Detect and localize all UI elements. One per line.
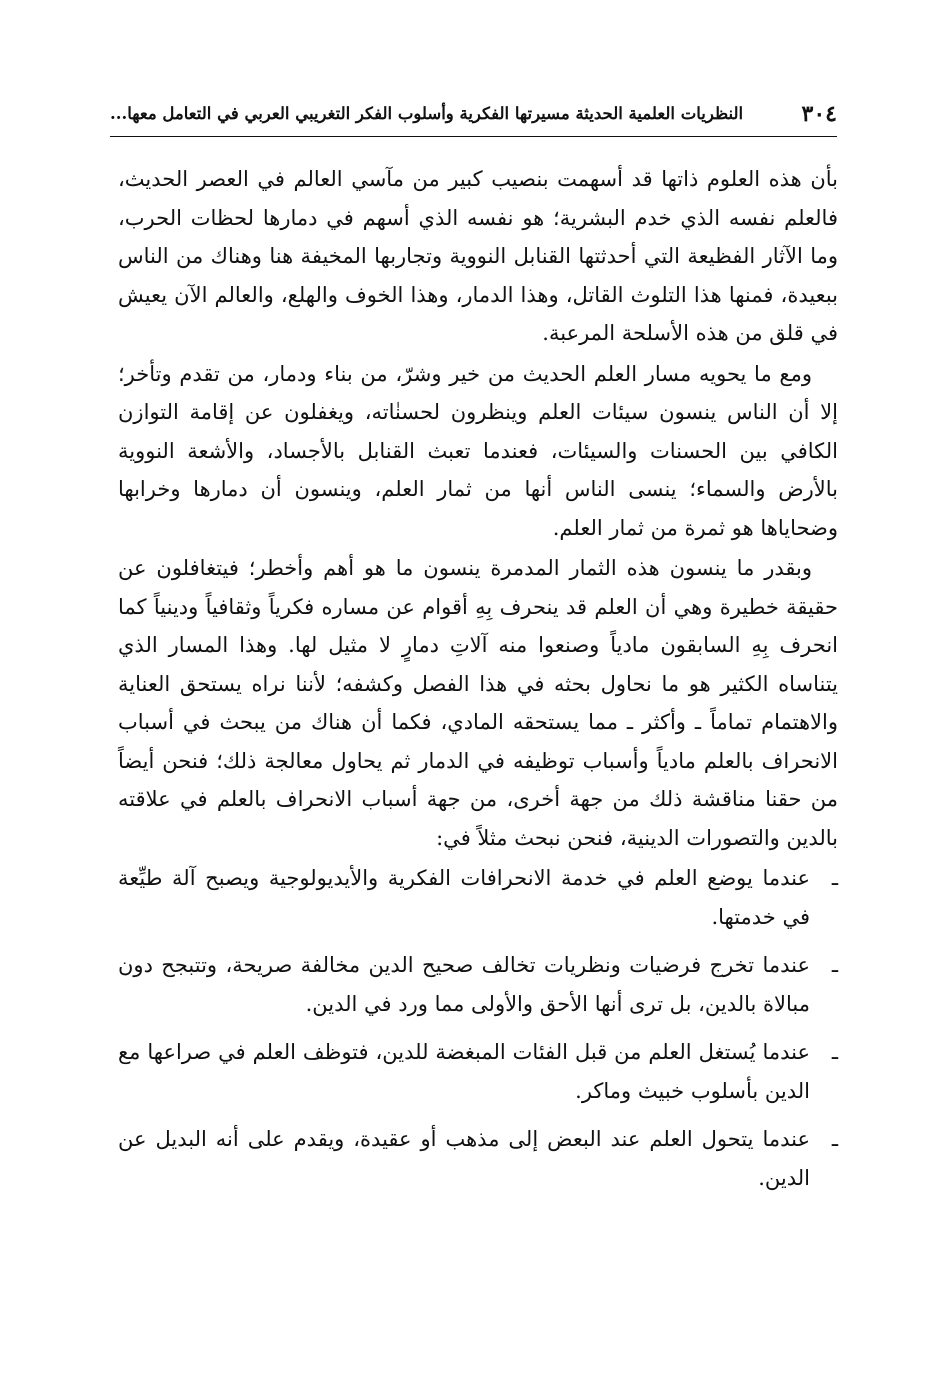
page-header (110, 92, 837, 132)
list-item-text: عندما يوضع العلم في خدمة الانحرافات الفكرية والأيديولوجية ويصبح آلة طيِّعة في خدمتها. (118, 866, 810, 929)
bullet-list (118, 859, 838, 1197)
list-item-text: عندما يُستغل العلم من قبل الفئات المبغضة للدين، فتوظف العلم في صراعها مع الدين بأسلوب خبيث وماكر. (118, 1040, 810, 1103)
list-item-text: عندما يتحول العلم عند البعض إلى مذهب أو عقيدة، ويقدم على أنه البديل عن الدين. (118, 1127, 810, 1190)
bullet-marker: ـ (831, 953, 838, 977)
header-divider (110, 136, 837, 137)
page-body (118, 160, 838, 1207)
list-item (118, 1120, 838, 1197)
bullet-marker: ـ (831, 1127, 838, 1151)
bullet-marker: ـ (831, 866, 838, 890)
running-title: النظريات العلمية الحديثة مسيرتها الفكرية وأسلوب الفكر التغريبي العربي في التعامل معها... (110, 104, 744, 123)
paragraph-3: وبقدر ما ينسون هذه الثمار المدمرة ينسون ما هو أهم وأخطر؛ فيتغافلون عن حقيقة خطيرة وهي أن العلم قد ينحرف بِهِ أقوام عن مساره فكرياً وثقافياً ودينياً كما انحرف بِهِ السابقون مادياً وصنعوا منه آلاتِ دمارٍ لا مثيل لها. وهذا المسار الذي يتناساه الكثير هو ما نحاول بحثه في هذا الفصل وكشفه؛ لأننا نراه يستحق العناية والاهتمام تماماً ـ وأكثر ـ مما يستحقه المادي، فكما أن هناك من يبحث في أسباب الانحراف بالعلم مادياً وأسباب توظيفه في الدمار ثم يحاول معالجة ذلك؛ فنحن أيضاً من حقنا مناقشة ذلك من جهة أخرى، من جهة أسباب الانحراف بالعلم في علاقته بالدين والتصورات الدينية، فنحن نبحث مثلاً في: (118, 556, 838, 850)
list-item (118, 1033, 838, 1110)
list-item (118, 859, 838, 936)
list-item-text: عندما تخرج فرضيات ونظريات تخالف صحيح الدين مخالفة صريحة، وتتبجح دون مبالاة بالدين، بل ترى أنها الأحق والأولى مما ورد في الدين. (118, 953, 810, 1016)
list-item (118, 946, 838, 1023)
paragraph-2: ومع ما يحويه مسار العلم الحديث من خير وشرّ، من بناء ودمار، من تقدم وتأخر؛ إلا أن الناس ينسون سيئات العلم وينظرون لحسنٰاته، ويغفلون عن إقامة التوازن الكافي بين الحسنات والسيئات، فعندما تعبث القنابل بالأجساد، والأشعة النووية بالأرض والسماء؛ ينسى الناس أنها من ثمار العلم، وينسون أن دمارها وخرابها وضحاياها هو ثمرة من ثمار العلم. (118, 361, 838, 540)
paragraph-1: بأن هذه العلوم ذاتها قد أسهمت بنصيب كبير من مآسي العالم في العصر الحديث، فالعلم نفسه الذي خدم البشرية؛ هو نفسه الذي أسهم في دمارها لحظات الحرب، وما الآثار الفظيعة التي أحدثتها القنابل النووية وتجاربها المخيفة هنا وهناك من الناس ببعيدة، فمنها هذا التلوث القاتل، وهذا الدمار، وهذا الخوف والهلع، والعالم الآن يعيش في قلق من هذه الأسلحة المرعبة. (118, 167, 838, 345)
page-number: ٣٠٤ (801, 101, 837, 127)
bullet-marker: ـ (831, 1040, 838, 1064)
